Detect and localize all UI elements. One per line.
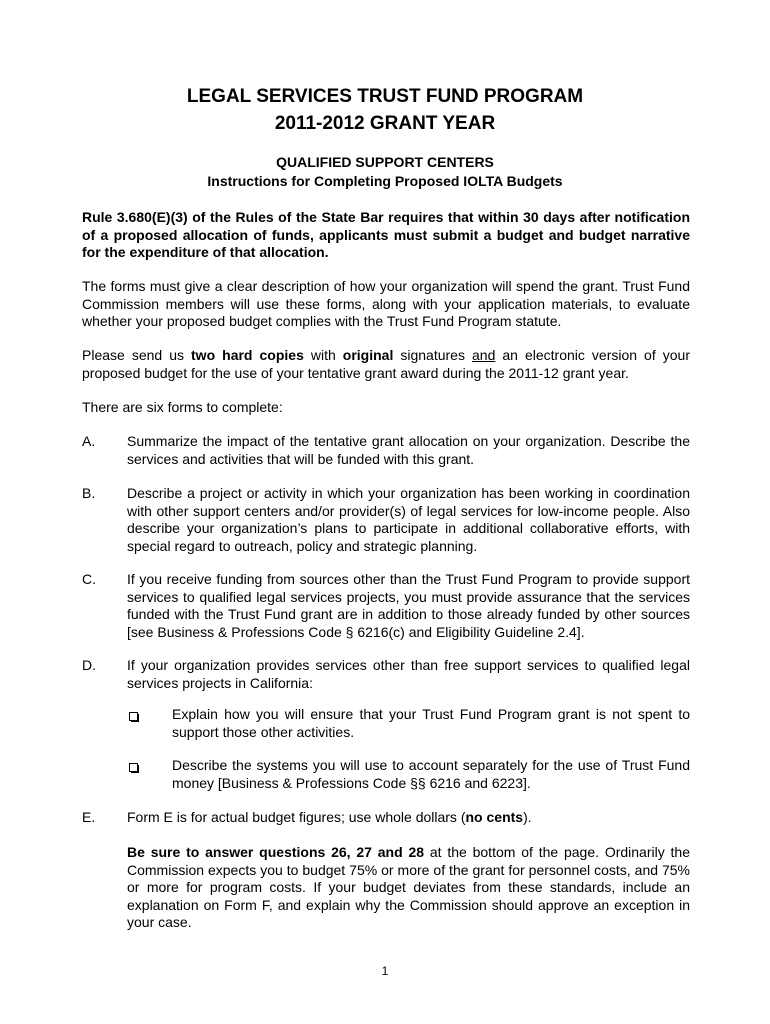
checkbox-bullet-icon	[129, 712, 139, 722]
item-d-sub1: Explain how you will ensure that your Trust Fund Program grant is not spent to support those other activities.	[172, 706, 690, 740]
checkbox-bullet-icon	[129, 763, 139, 773]
page-number: 1	[381, 964, 389, 978]
section-heading: QUALIFIED SUPPORT CENTERS	[276, 154, 494, 170]
item-letter-a: A.	[82, 433, 96, 449]
item-letter-c: C.	[82, 571, 96, 587]
item-d-text: If your organization provides services other than free support services to qualified legal services projects in California:	[127, 657, 690, 691]
send-paragraph: Please send us two hard copies with original signatures and an electronic version of your proposed budget for the use of your tentative grant award during the 2011-12 grant year.	[82, 347, 690, 381]
item-a-text: Summarize the impact of the tentative grant allocation on your organization. Describe the services and activities that will be funded with this grant.	[127, 433, 690, 467]
rule-paragraph: Rule 3.680(E)(3) of the Rules of the State Bar requires that within 30 days after notification of a proposed allocation of funds, applicants must submit a budget and budget narrative for the expenditure of that allocation.	[82, 209, 690, 260]
section-subheading: Instructions for Completing Proposed IOLTA Budgets	[207, 173, 563, 189]
forms-paragraph: The forms must give a clear description of how your organization will spend the grant. Trust Fund Commission members will use these forms, along with your application materials, to evaluate whether your proposed budget complies with the Trust Fund Program statute.	[82, 278, 690, 329]
item-c-text: If you receive funding from sources other than the Trust Fund Program to provide support services to qualified legal services projects, you must provide assurance that the services funded with the Trust Fund grant are in addition to those already funded by other sources [see Business & Professions Code § 6216(c) and Eligibility Guideline 2.4].	[127, 571, 690, 640]
item-letter-b: B.	[82, 485, 96, 501]
item-e-note: Be sure to answer questions 26, 27 and 28 at the bottom of the page. Ordinarily the Commission expects you to budget 75% or more of the grant for personnel costs, and 75% or more for program costs. If your budget deviates from these standards, include an explanation on Form F, and explain why the Commission should approve an exception in your case.	[127, 844, 690, 930]
item-d-sub2: Describe the systems you will use to account separately for the use of Trust Fund money [Business & Professions Code §§ 6216 and 6223].	[172, 757, 690, 791]
six-forms-intro: There are six forms to complete:	[82, 399, 283, 415]
item-letter-e: E.	[82, 809, 96, 825]
item-b-text: Describe a project or activity in which your organization has been working in coordination with other support centers and/or provider(s) of legal services for low-income people. Also describe your organization’s plans to participate in additional collaborative efforts, with special regard to outreach, policy and strategic planning.	[127, 485, 690, 554]
page-title: LEGAL SERVICES TRUST FUND PROGRAM	[186, 86, 584, 107]
item-letter-d: D.	[82, 657, 96, 673]
grant-year-title: 2011-2012 GRANT YEAR	[274, 113, 496, 134]
item-e-text: Form E is for actual budget figures; use whole dollars (no cents).	[127, 809, 532, 825]
